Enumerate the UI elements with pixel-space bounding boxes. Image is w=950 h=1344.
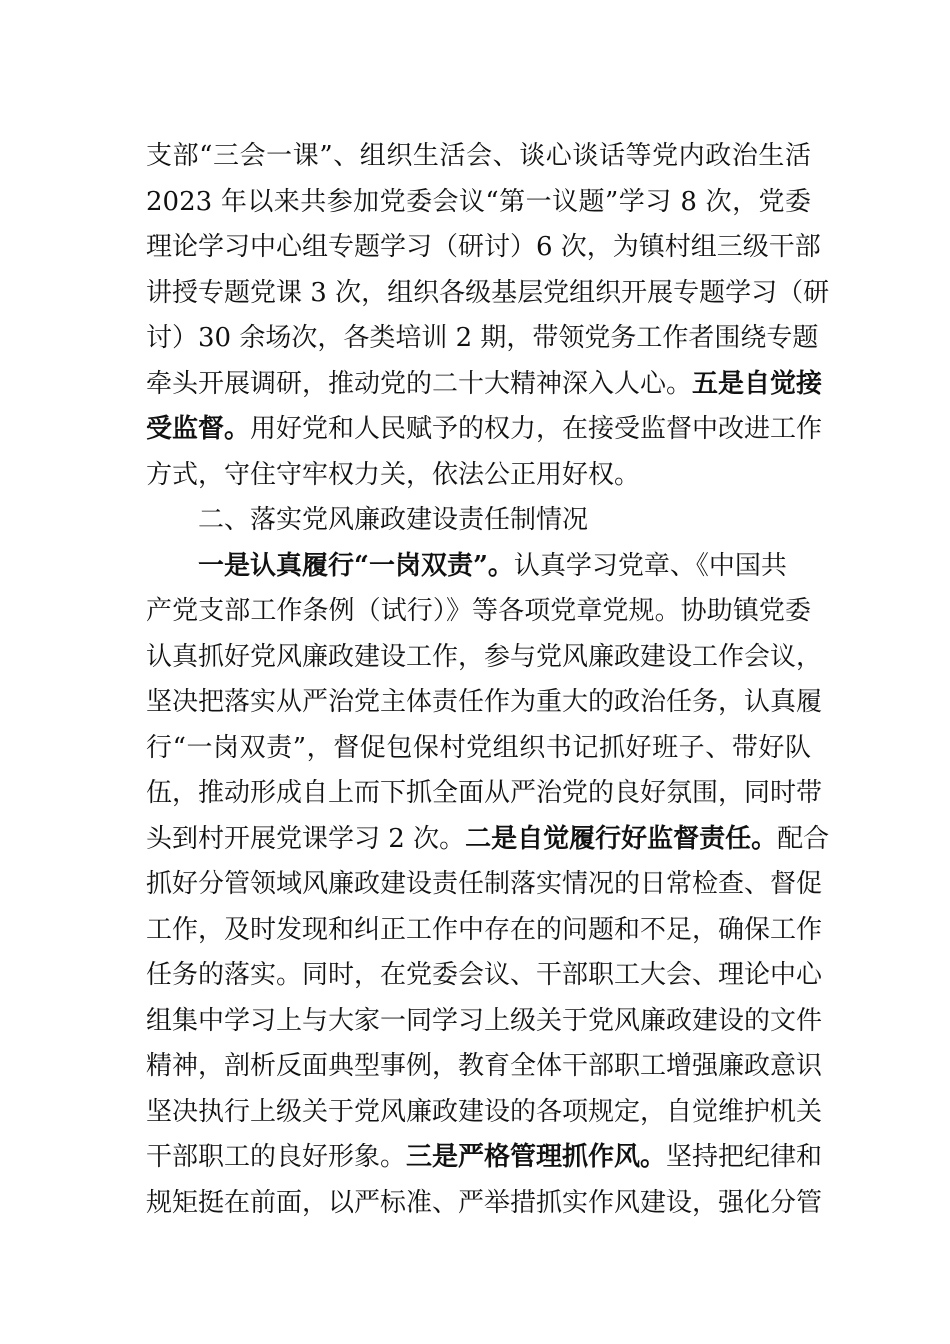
text-line bbox=[146, 134, 811, 180]
text-segment: 任务的落实。同时，在党委会议、干部职工大会、理论中心 bbox=[146, 960, 823, 990]
text-segment: 理论学习中心组专题学习（研讨）6 次，为镇村组三级干部 bbox=[146, 232, 821, 262]
text-segment: 配合 bbox=[777, 823, 830, 854]
text-segment: 行“一岗双责”，督促包保村党组织书记抓好班子、带好队 bbox=[146, 732, 811, 763]
text-segment: 坚决把落实从严治党主体责任作为重大的政治任务，认真履 bbox=[146, 687, 823, 717]
text-line bbox=[146, 589, 811, 635]
text-line bbox=[146, 771, 823, 817]
text-segment: 抓好分管领域风廉政建设责任制落实情况的日常检查、督促 bbox=[146, 869, 823, 899]
text-line bbox=[146, 953, 823, 999]
text-line bbox=[146, 908, 823, 954]
text-line bbox=[146, 1181, 823, 1227]
section-heading bbox=[146, 498, 811, 544]
text-line bbox=[146, 862, 823, 908]
text-line bbox=[146, 225, 821, 271]
text-segment: 牵头开展调研，推动党的二十大精神深入人心。 bbox=[146, 368, 693, 399]
text-segment: 坚决执行上级关于党风廉政建设的各项规定，自觉维护机关 bbox=[146, 1096, 823, 1127]
text-line bbox=[146, 1135, 823, 1181]
text-line bbox=[146, 407, 823, 453]
text-line bbox=[146, 362, 823, 408]
text-segment: 讨）30 余场次，各类培训 2 期，带领党务工作者围绕专题 bbox=[146, 323, 819, 353]
text-segment: 规矩挺在前面，以严标准、严举措抓实作风建设，强化分管 bbox=[146, 1187, 823, 1218]
text-line bbox=[146, 680, 823, 726]
document-body bbox=[146, 134, 830, 1226]
text-line bbox=[146, 817, 830, 863]
text-segment: 伍，推动形成自上而下抓全面从严治党的良好氛围，同时带 bbox=[146, 778, 823, 808]
text-line bbox=[146, 635, 823, 681]
text-segment: 组集中学习上与大家一同学习上级关于党风廉政建设的文件 bbox=[146, 1005, 823, 1036]
bold-segment: 二是自觉履行好监督责任。 bbox=[465, 823, 778, 854]
text-segment: 方式，守住守牢权力关，依法公正用好权。 bbox=[146, 459, 641, 490]
text-line bbox=[146, 316, 819, 362]
text-segment: 支部“三会一课”、组织生活会、谈心谈话等党内政治生活 bbox=[146, 141, 811, 171]
text-segment: 2023 年以来共参加党委会议“第一议题”学习 8 次，党委 bbox=[146, 186, 811, 217]
text-segment: 坚持把纪律和 bbox=[666, 1142, 823, 1172]
heading-text: 二、落实党风廉政建设责任制情况 bbox=[198, 505, 589, 535]
text-line bbox=[146, 271, 830, 317]
text-segment: 干部职工的良好形象。 bbox=[146, 1142, 407, 1172]
text-line bbox=[146, 999, 823, 1045]
text-segment: 头到村开展党课学习 2 次。 bbox=[146, 823, 466, 854]
bold-segment: 三是严格管理抓作风。 bbox=[406, 1142, 667, 1172]
bold-segment: 五是自觉接 bbox=[692, 368, 823, 399]
text-line bbox=[146, 1044, 823, 1090]
bold-segment: 受监督。 bbox=[146, 414, 251, 444]
text-line bbox=[146, 453, 811, 499]
text-segment: 用好党和人民赋予的权力，在接受监督中改进工作 bbox=[250, 414, 823, 444]
text-segment: 产党支部工作条例（试行）》等各项党章党规。协助镇党委 bbox=[146, 596, 811, 626]
bold-segment: 一是认真履行“一岗双责”。 bbox=[198, 550, 514, 581]
text-segment: 认真学习党章、《中国共 bbox=[513, 550, 787, 581]
text-segment: 工作，及时发现和纠正工作中存在的问题和不足，确保工作 bbox=[146, 914, 823, 945]
text-line bbox=[146, 1090, 823, 1136]
text-segment: 讲授专题党课 3 次，组织各级基层党组织开展专题学习（研 bbox=[146, 277, 830, 308]
text-line bbox=[146, 726, 811, 772]
text-segment: 认真抓好党风廉政建设工作，参与党风廉政建设工作会议， bbox=[146, 641, 823, 672]
text-line bbox=[146, 544, 811, 590]
text-segment: 精神，剖析反面典型事例，教育全体干部职工增强廉政意识 bbox=[146, 1051, 823, 1081]
text-line bbox=[146, 180, 811, 226]
